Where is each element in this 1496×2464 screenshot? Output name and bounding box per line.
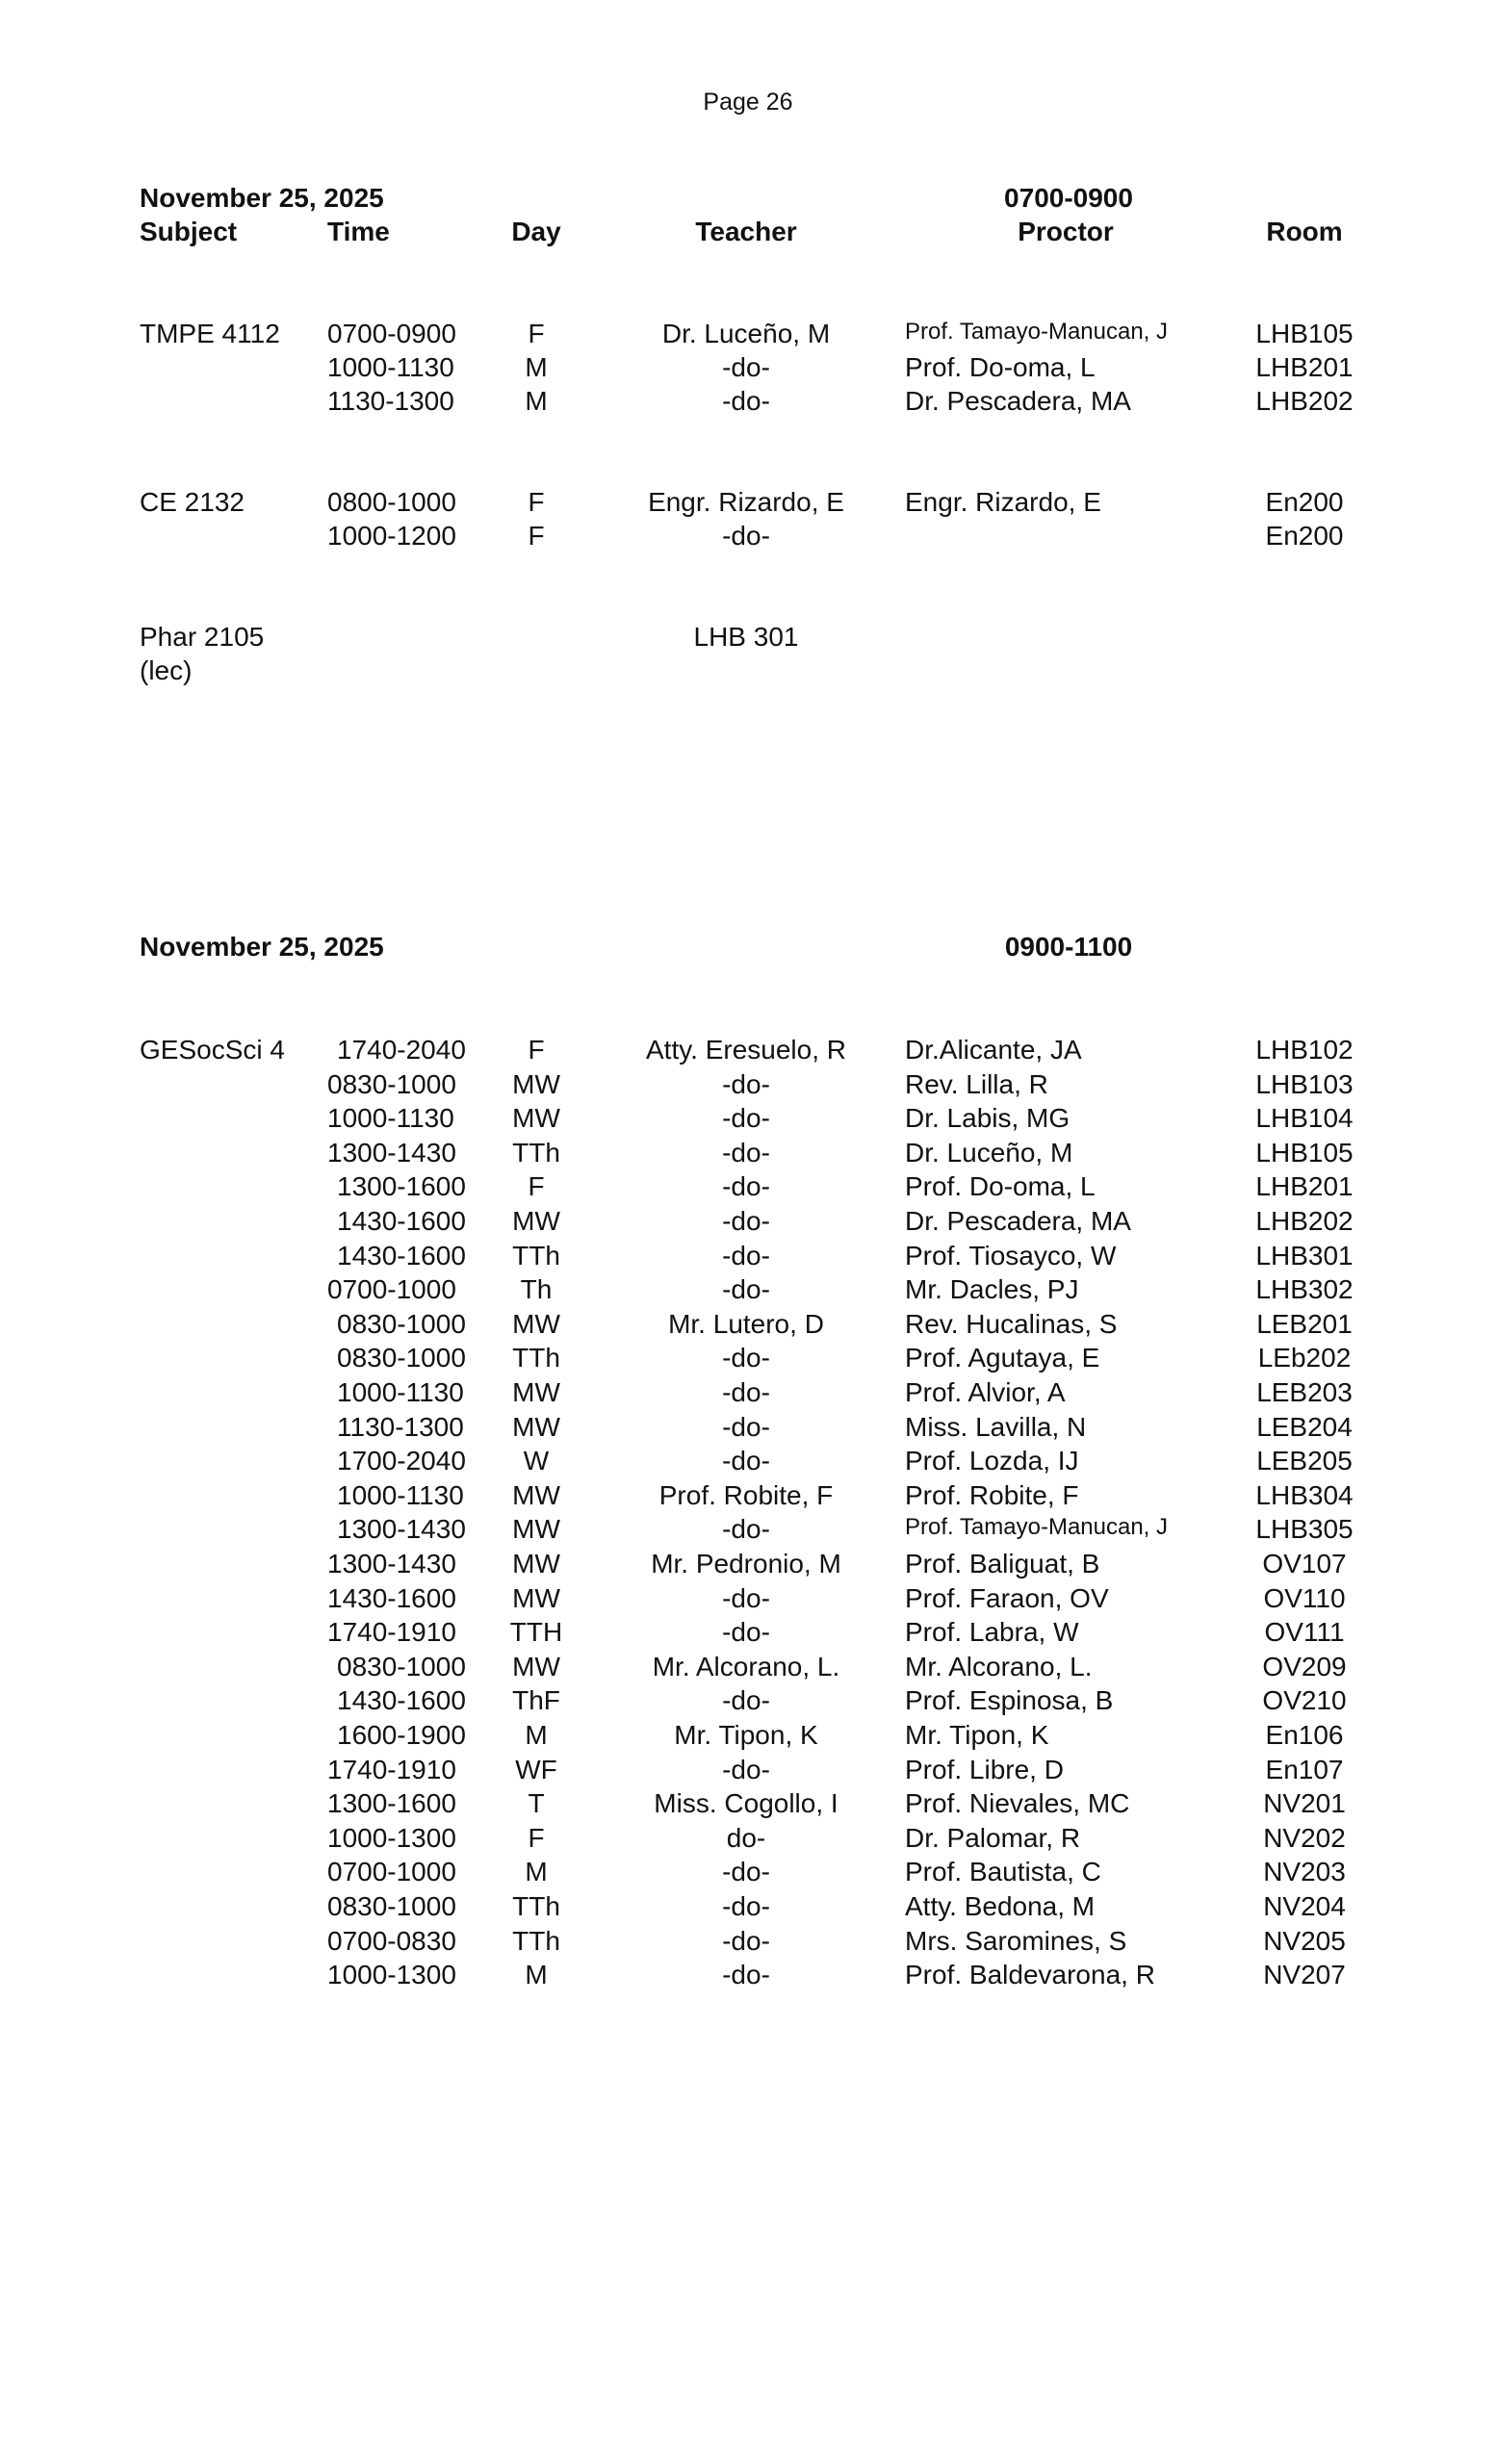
day-cell-text: MW [512, 1652, 560, 1681]
room-cell-text: LEB205 [1256, 1446, 1353, 1476]
time-cell: 0830-1000 [327, 1069, 456, 1099]
teacher-cell-text: Prof. Robite, F [658, 1480, 834, 1510]
time-cell: 1000-1300 [327, 1823, 456, 1853]
room-cell-text: LHB105 [1255, 1138, 1354, 1168]
day-cell-text: TTh [512, 1241, 560, 1270]
subject-note: (lec) [140, 655, 193, 685]
teacher-cell-text: -do- [722, 1274, 770, 1304]
time-cell: 0800-1000 [327, 487, 456, 517]
day-cell-text: MW [512, 1309, 560, 1339]
day-cell-text: Th [520, 1274, 553, 1304]
subject-code: TMPE 4112 [140, 319, 280, 348]
day-cell-text: MW [512, 1480, 560, 1510]
day-cell-text: MW [512, 1069, 560, 1099]
teacher-cell-text: Miss. Cogollo, I [654, 1788, 838, 1818]
teacher-cell-text: -do- [722, 1755, 770, 1784]
time-cell: 1430-1600 [337, 1685, 466, 1715]
proctor-cell: Prof. Nievales, MC [905, 1788, 1130, 1818]
teacher-cell-text: -do- [722, 1926, 770, 1956]
subject-code: CE 2132 [140, 487, 245, 517]
teacher-cell-text: -do- [722, 1685, 770, 1715]
teacher-cell-text: -do- [722, 1377, 770, 1407]
room-cell-text: LHB301 [1255, 1241, 1354, 1270]
teacher-cell-text: -do- [722, 1138, 770, 1168]
room-cell-text: LEB201 [1256, 1309, 1353, 1339]
room-cell-text: LHB103 [1255, 1069, 1354, 1099]
day-cell-text: MW [512, 1377, 560, 1407]
room-cell-text: OV111 [1264, 1617, 1345, 1647]
time-cell: 0700-0900 [327, 319, 456, 348]
day-cell-text: MW [512, 1103, 560, 1133]
teacher-cell-text: Engr. Rizardo, E [648, 487, 844, 517]
room-cell-text: OV107 [1262, 1549, 1347, 1578]
room-cell-text: OV110 [1263, 1583, 1346, 1613]
proctor-cell: Prof. Do-oma, L [905, 352, 1096, 382]
time-cell: 1300-1600 [337, 1171, 466, 1201]
teacher-cell-text: -do- [722, 1617, 770, 1647]
teacher-cell-text: -do- [722, 1960, 770, 1989]
day-cell-text: TTh [512, 1343, 560, 1373]
day-cell-text: MW [512, 1206, 560, 1236]
time-cell: 0700-0830 [327, 1926, 456, 1956]
proctor-cell: Mr. Dacles, PJ [905, 1274, 1079, 1304]
teacher-cell-text: -do- [722, 352, 770, 382]
proctor-cell: Prof. Baliguat, B [905, 1549, 1100, 1578]
time-cell: 1000-1130 [327, 1103, 454, 1133]
proctor-cell: Rev. Lilla, R [905, 1069, 1048, 1099]
subject-code: Phar 2105 [140, 622, 265, 652]
proctor-cell: Prof. Espinosa, B [905, 1685, 1114, 1715]
teacher-cell-text: Dr. Luceño, M [661, 319, 831, 348]
proctor-cell: Prof. Bautista, C [905, 1857, 1101, 1886]
section-date: November 25, 2025 [140, 932, 384, 962]
teacher-cell-text: -do- [722, 1241, 770, 1270]
time-cell: 1000-1300 [327, 1960, 456, 1989]
day-cell-text: F [528, 1823, 545, 1853]
room-cell-text: LHB304 [1255, 1480, 1354, 1510]
proctor-cell: Prof. Robite, F [905, 1480, 1079, 1510]
room-cell-text: NV203 [1263, 1857, 1346, 1886]
room-cell-text: NV202 [1263, 1823, 1346, 1853]
day-cell-text: M [525, 1960, 548, 1989]
proctor-cell: Prof. Labra, W [905, 1617, 1079, 1647]
room-cell-text: LEB204 [1256, 1412, 1353, 1442]
proctor-cell: Prof. Alvior, A [905, 1377, 1066, 1407]
room-cell-text: LEB203 [1256, 1377, 1353, 1407]
room-cell-text: LHB302 [1255, 1274, 1354, 1304]
room-cell-text: NV201 [1263, 1788, 1346, 1818]
time-cell: 1740-1910 [327, 1617, 456, 1647]
day-cell-text: TTh [512, 1891, 560, 1921]
proctor-cell: Dr. Labis, MG [905, 1103, 1070, 1133]
proctor-cell: Dr. Pescadera, MA [905, 386, 1131, 416]
time-cell: 1000-1130 [337, 1377, 464, 1407]
proctor-cell: Mrs. Saromines, S [905, 1926, 1127, 1956]
column-header-proctor-text: Proctor [1018, 217, 1114, 246]
day-cell-text: M [525, 352, 548, 382]
proctor-cell: Prof. Lozda, IJ [905, 1446, 1079, 1476]
proctor-cell: Miss. Lavilla, N [905, 1412, 1087, 1442]
day-cell-text: F [528, 521, 545, 551]
time-cell: 0830-1000 [337, 1343, 466, 1373]
day-cell-text: MW [512, 1549, 560, 1578]
room-cell-text: OV210 [1262, 1685, 1347, 1715]
teacher-cell-text: -do- [722, 1412, 770, 1442]
time-cell: 1700-2040 [337, 1446, 466, 1476]
room-cell-text: En200 [1265, 487, 1344, 517]
proctor-cell: Mr. Tipon, K [905, 1720, 1049, 1750]
room-cell-text: NV207 [1263, 1960, 1346, 1989]
day-cell-text: WF [515, 1755, 557, 1784]
time-cell: 0830-1000 [337, 1652, 466, 1681]
proctor-cell: Prof. Do-oma, L [905, 1171, 1096, 1201]
day-cell-text: MW [512, 1583, 560, 1613]
teacher-cell-text: -do- [722, 1343, 770, 1373]
teacher-cell-text: -do- [722, 521, 770, 551]
day-cell-text: MW [512, 1412, 560, 1442]
day-cell-text: M [525, 386, 548, 416]
proctor-cell: Rev. Hucalinas, S [905, 1309, 1118, 1339]
room-cell-text: LHB202 [1255, 1206, 1354, 1236]
column-header-time: Time [327, 217, 390, 246]
proctor-cell: Prof. Agutaya, E [905, 1343, 1100, 1373]
room-cell-text: En106 [1265, 1720, 1344, 1750]
time-cell: 0700-1000 [327, 1857, 456, 1886]
proctor-cell: Dr. Luceño, M [905, 1138, 1073, 1168]
teacher-cell-text: Mr. Lutero, D [668, 1309, 824, 1339]
teacher-cell-text: -do- [722, 1069, 770, 1099]
time-cell: 1300-1430 [327, 1138, 456, 1168]
day-cell-text: W [523, 1446, 550, 1476]
time-cell: 1740-2040 [337, 1035, 466, 1065]
column-header-day-text: Day [511, 217, 561, 246]
time-cell: 1000-1200 [327, 521, 456, 551]
proctor-cell: Engr. Rizardo, E [905, 487, 1101, 517]
time-cell: 1130-1300 [337, 1412, 464, 1442]
teacher-cell-text: Mr. Tipon, K [674, 1720, 818, 1750]
proctor-cell: Prof. Faraon, OV [905, 1583, 1109, 1613]
time-cell: 1430-1600 [327, 1583, 456, 1613]
teacher-cell-text: -do- [722, 1583, 770, 1613]
time-cell: 1600-1900 [337, 1720, 466, 1750]
section-date: November 25, 2025 [140, 183, 384, 213]
proctor-cell: Prof. Baldevarona, R [905, 1960, 1155, 1989]
time-cell: 1430-1600 [337, 1241, 466, 1270]
column-header-subject: Subject [140, 217, 238, 246]
column-header-room-text: Room [1266, 217, 1343, 246]
teacher-cell-text: Atty. Eresuelo, R [646, 1035, 847, 1065]
proctor-cell: Dr. Palomar, R [905, 1823, 1081, 1853]
teacher-cell-text: -do- [722, 1171, 770, 1201]
time-cell: 1000-1130 [327, 352, 454, 382]
room-cell-text: NV204 [1263, 1891, 1346, 1921]
room-cell-text: LHB305 [1255, 1514, 1354, 1544]
time-cell: 0830-1000 [327, 1891, 456, 1921]
day-cell-text: M [525, 1720, 548, 1750]
proctor-cell: Prof. Tamayo-Manucan, J [905, 1514, 1169, 1540]
time-cell: 1430-1600 [337, 1206, 466, 1236]
teacher-cell-text: -do- [722, 1103, 770, 1133]
day-cell-text: T [528, 1788, 545, 1818]
teacher-cell-text: Mr. Alcorano, L. [652, 1652, 840, 1681]
room-cell-text: NV205 [1263, 1926, 1346, 1956]
room-cell-text: En200 [1265, 521, 1344, 551]
day-cell-text: F [528, 487, 545, 517]
time-cell: 1300-1430 [337, 1514, 466, 1544]
teacher-cell-text: do- [726, 1823, 766, 1853]
page-number: Page 26 [703, 89, 793, 116]
room-cell-text: LHB102 [1255, 1035, 1354, 1065]
time-cell: 0700-1000 [327, 1274, 456, 1304]
proctor-cell: Atty. Bedona, M [905, 1891, 1096, 1921]
teacher-cell-text: -do- [722, 1446, 770, 1476]
teacher-cell-text: -do- [722, 1891, 770, 1921]
time-cell: 1300-1600 [327, 1788, 456, 1818]
day-cell-text: TTH [509, 1617, 563, 1647]
proctor-cell: Prof. Tiosayco, W [905, 1241, 1117, 1270]
subject-code: GESocSci 4 [140, 1035, 285, 1065]
day-cell-text: MW [512, 1514, 560, 1544]
time-cell: 1000-1130 [337, 1480, 464, 1510]
room-cell-text: LHB201 [1255, 352, 1354, 382]
day-cell-text: M [525, 1857, 548, 1886]
proctor-cell: Dr.Alicante, JA [905, 1035, 1082, 1065]
section-time-slot-text: 0700-0900 [1004, 183, 1133, 213]
proctor-cell: Dr. Pescadera, MA [905, 1206, 1131, 1236]
teacher-cell-text: -do- [722, 1514, 770, 1544]
time-cell: 1130-1300 [327, 386, 454, 416]
proctor-cell: Mr. Alcorano, L. [905, 1652, 1093, 1681]
day-cell-text: ThF [512, 1685, 560, 1715]
teacher-cell-text: LHB 301 [693, 622, 799, 652]
room-cell-text: LHB104 [1255, 1103, 1354, 1133]
day-cell-text: TTh [512, 1138, 560, 1168]
room-cell-text: OV209 [1262, 1652, 1347, 1681]
room-cell-text: LHB105 [1255, 319, 1354, 348]
proctor-cell: Prof. Libre, D [905, 1755, 1064, 1784]
teacher-cell-text: -do- [722, 1857, 770, 1886]
room-cell-text: LEb202 [1257, 1343, 1352, 1373]
time-cell: 1300-1430 [327, 1549, 456, 1578]
proctor-cell: Prof. Tamayo-Manucan, J [905, 319, 1169, 345]
day-cell-text: F [528, 319, 545, 348]
teacher-cell-text: Mr. Pedronio, M [651, 1549, 841, 1578]
room-cell-text: En107 [1265, 1755, 1344, 1784]
room-cell-text: LHB202 [1255, 386, 1354, 416]
time-cell: 1740-1910 [327, 1755, 456, 1784]
section-time-slot-text: 0900-1100 [1004, 932, 1133, 962]
day-cell-text: F [528, 1035, 545, 1065]
time-cell: 0830-1000 [337, 1309, 466, 1339]
day-cell-text: TTh [512, 1926, 560, 1956]
teacher-cell-text: -do- [722, 1206, 770, 1236]
column-header-teacher-text: Teacher [695, 217, 797, 246]
teacher-cell-text: -do- [722, 386, 770, 416]
day-cell-text: F [528, 1171, 545, 1201]
room-cell-text: LHB201 [1255, 1171, 1354, 1201]
